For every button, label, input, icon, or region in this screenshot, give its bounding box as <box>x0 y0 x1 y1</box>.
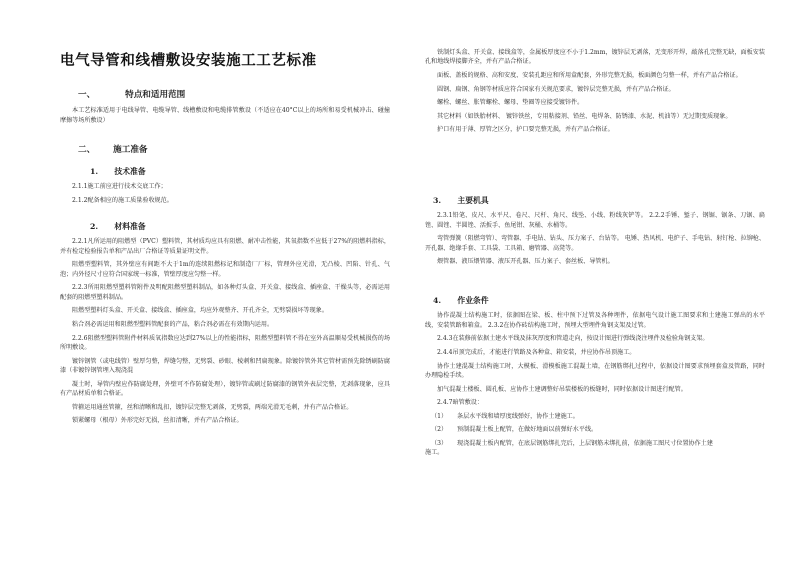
paragraph: 阻燃型塑料管，其外壁应有间距不大于1m的连续阻燃标记和制造厂厂标，管理外应光滑，无凸棱、凹陷、针孔、气泡；内外径尺寸应符合国家统一标准，管壁厚度应匀整一样。 <box>60 261 390 278</box>
section-1 <box>60 91 390 129</box>
subsection-2-1 <box>60 167 390 210</box>
paragraph: 2.1.1施工前应进行技术交底工作； <box>72 183 167 191</box>
paragraph: 阻燃型塑料灯头盒、开关盒、接线盒、插座盒，均应外观整齐、开孔齐全，无劈裂损坏等现象。 <box>72 307 328 315</box>
paragraph: 2.2.6阻燃型塑料管附件材料质氧指数应达到27%以上的性能指标，阻燃型塑料管不得在室外高温顺易受机械损伤的场所明敷设。 <box>60 334 390 351</box>
section-heading: 二、 施工准备 <box>78 145 148 155</box>
paragraph: 2.2.3所用阻燃型塑料管附件及明配阻燃型塑料制品，如各种灯头盒、开关盒、接线盒、插座盒、干燥头等，必需运用配套的阻燃型塑料制品。 <box>60 284 390 301</box>
section-heading: 3. 主要机具 <box>433 196 489 205</box>
paragraph: 其它材料（如铁胎材料、 镀锌铁丝，专用粘接剂、铅丝、电焊条、防锈漆、水泥、机油等）无过期变质现象。 <box>437 112 732 120</box>
list-item: （2） 预制混凝土板上配管，在做好地面以前弹好水平线。 <box>431 426 598 434</box>
paragraph: 粘合剂必需运用和阻燃型塑料管配套的产品，粘合剂必需在有效期内运用。 <box>72 321 274 328</box>
paragraph: 2.1.2配备相应的施工质量验收规范。 <box>72 197 173 204</box>
paragraph: 锁紧螺母（根母）外形完好无损，丝扣清晰，并有产品合格证。 <box>72 417 243 425</box>
paragraph: 弯管弹簧（阻燃弯管）、弯管器、手电钻、钻头、压力案子、台钻等。 电锤、热风机、电炉子、手电钻、射钉枪、拉铆枪、开孔器、绝缘手套、工具袋、工具箱、磨管器、高凳等。 <box>425 235 765 252</box>
section-3 <box>425 196 765 271</box>
paragraph: 加气混凝土楼板、圆孔板、应协作土建调整好吊装楼板的板缝时，同时依据设计图进行配管。 <box>437 385 687 393</box>
document-title: 电气导管和线槽敷设安装施工工艺标准 <box>60 53 317 69</box>
paragraph: 面板、盖板的规格、高和安度、安装孔距应和所用盒配套，外形完整无损，板面颜色匀整一样，并有产品合格证。 <box>437 72 742 79</box>
paragraph: 协作土建混凝土结构施工时，大模板、滑模板施工混凝土墙，在钢筋绑扎过程中，依据设计图要求预埋套盒及管路，同时办理隐检手续。 <box>425 362 765 379</box>
paragraph: 煨管器、液压煨管器、液压开孔器、压力案子、套丝板、导管机。 <box>437 258 614 266</box>
paragraph: 2.3.1铅笔、皮尺、水平尺、卷尺、尺杆、角尺、线坠、小线、粉线灰铲等。 2.2.2手锤、錾子、钢锯、锯条、刀锯、扁锉、圆锉、半圆锉、活扳手、鱼尾钳、灰桶、水桶等。 <box>425 212 765 229</box>
paragraph: 镀锌钢管（或电线管）壁厚匀整，焊缝匀整，无劈裂、砂眼、棱刺和凹扁现象。除镀锌管外其它管材需预先除锈刷防腐漆（非镀锌钢管埋入现浇混 <box>60 357 390 374</box>
section-heading: 一、 特点和适用范围 <box>78 90 186 100</box>
subsection-heading: 2. 材料准备 <box>90 222 146 231</box>
list-item: （1） 条层水平线和墙厚度线弹好，协作土建施工。 <box>431 412 579 420</box>
paragraph: 凝土时，导管内壁应作防腐处理，外壁可不作防腐处理），镀锌管或刷过防腐漆的钢管外表层完整，无剥落现象，应具有产品材质单和合格证。 <box>60 380 390 397</box>
paragraph: 螺栓、螺丝、胀管螺栓、螺母、垫圈等应接受镀锌件。 <box>437 99 584 107</box>
paragraph: 协作混凝土结构施工时，依据图在梁、板、柱中预下过管及各种埋件，依据电气设计施工图要求和土建施工弹出的水平线，安装管路和箱盒。 2.3.2在协作砖结构施工时，预埋大型埋件角钢支架及过管。 <box>425 312 765 329</box>
paragraph: 护口有用于薄、厚管之区分，护口要完整无损，并有产品合格证。 <box>437 126 614 134</box>
paragraph: 圆钢、扁钢、角钢等材质应符合国家有关规范要求，镀锌层完整无损，并有产品合格证。 <box>437 85 675 93</box>
paragraph: 施工。 <box>425 449 444 457</box>
paragraph: 本工艺标准适用于电线导管、电缆导管、线槽敷设和电缆排管敷设（不适应在40°C以上的场所和易受机械冲击、碰撞摩擦等场所敷设） <box>60 107 390 124</box>
paragraph: 管箍运用通丝管箍，丝和清晰和乱扣，镀锌层完整无剥落，无劈裂，两端光滑无毛刺，并有产品合格证。 <box>72 403 353 411</box>
paragraph: 铁制灯头盒、开关盒、接线盒等，金属板厚度应不小于1.2mm，镀锌层无剥落，无变形开焊，敲落孔完整无缺，面板安装孔和地线焊接脚齐全，并有产品合格证。 <box>425 49 765 66</box>
section-2 <box>60 146 390 155</box>
section-heading: 4. 作业条件 <box>433 296 489 305</box>
subsection-2-2 <box>60 222 390 430</box>
subsection-heading: 1. 技术准备 <box>90 167 146 176</box>
paragraph: 2.4.4吊顶完成后，才能进行管路及各种盒、箱安装，并应协作吊顶施工。 <box>437 349 636 356</box>
paragraph: 2.4.7暗管敷设： <box>437 399 483 407</box>
list-item: （3） 现浇混凝土板内配管，在底层钢筋绑扎完后，上层钢筋未绑扎前，依据施工图尺寸位置协作土建 <box>431 439 713 447</box>
paragraph: 2.4.3在装修前依据土建水平线及抹灰厚度和管道走向，按设计图进行弹线浇注埋件及检验角钢支架。 <box>437 335 709 343</box>
section-4 <box>425 296 765 462</box>
materials-continued <box>425 48 765 139</box>
paragraph: 2.2.1凡所运用的阻燃型（PVC）塑料管，其材质均应具有阻燃、耐冲击性能，其氧指数不应低于27%的阻燃料指标，并有检定检验报告单和产品出厂合格证等质量证明文件。 <box>60 238 390 255</box>
